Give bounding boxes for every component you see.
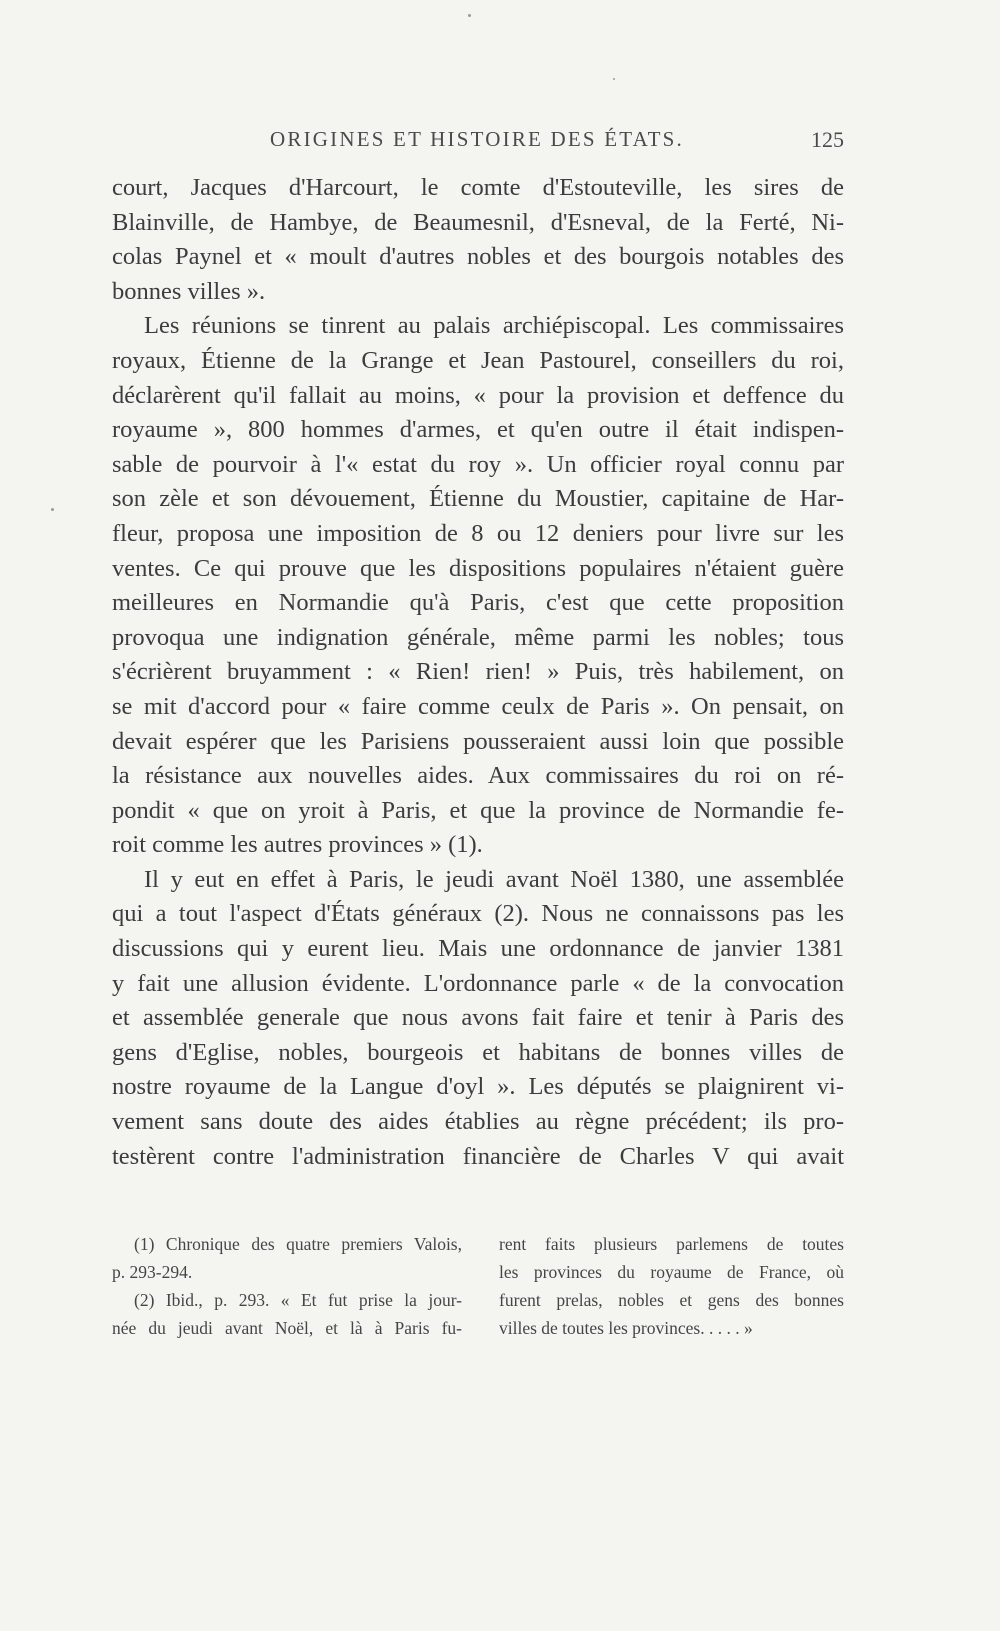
- text-line: royaux, Étienne de la Grange et Jean Pastourel, conseillers du roi,: [112, 346, 844, 374]
- text-line: Les réunions se tinrent au palais archiépiscopal. Les commissaires: [144, 312, 844, 340]
- text-line: devait espérer que les Parisiens pousseraient aussi loin que possible: [112, 727, 844, 755]
- footnote-line: les provinces du royaume de France, où: [499, 1262, 844, 1282]
- paper-speck: [468, 14, 471, 17]
- text-line: discussions qui y eurent lieu. Mais une ordonnance de janvier 1381: [112, 935, 844, 963]
- text-line: Blainville, de Hambye, de Beaumesnil, d'Esneval, de la Ferté, Ni-: [112, 208, 844, 236]
- text-line: vement sans doute des aides établies au règne précédent; ils pro-: [112, 1108, 844, 1136]
- footnote-line: villes de toutes les provinces. . . . . »: [499, 1318, 753, 1338]
- text-line: s'écrièrent bruyamment : « Rien! rien! » Puis, très habilement, on: [112, 658, 844, 686]
- text-line: sable de pourvoir à l'« estat du roy ». Un officier royal connu par: [112, 450, 844, 478]
- text-line: son zèle et son dévouement, Étienne du Moustier, capitaine de Har-: [112, 485, 844, 513]
- text-line: provoqua une indignation générale, même parmi les nobles; tous: [112, 623, 844, 651]
- footnotes-right-column: [499, 1230, 844, 1342]
- footnote-line: née du jeudi avant Noël, et là à Paris fu-: [112, 1318, 462, 1338]
- text-line: gens d'Eglise, nobles, bourgeois et habitans de bonnes villes de: [112, 1038, 844, 1066]
- text-line: se mit d'accord pour « faire comme ceulx de Paris ». On pensait, on: [112, 692, 844, 720]
- text-line: roit comme les autres provinces » (1).: [112, 831, 483, 859]
- text-line: royaume », 800 hommes d'armes, et qu'en outre il était indispen-: [112, 416, 844, 444]
- footnote-line: p. 293-294.: [112, 1262, 193, 1282]
- footnote-line: (1) Chronique des quatre premiers Valois,: [134, 1234, 462, 1254]
- text-line: y fait une allusion évidente. L'ordonnance parle « de la convocation: [112, 969, 844, 997]
- running-title: ORIGINES ET HISTOIRE DES ÉTATS.: [270, 127, 684, 151]
- text-line: pondit « que on yroit à Paris, et que la province de Normandie fe-: [112, 796, 844, 824]
- text-line: qui a tout l'aspect d'États généraux (2). Nous ne connaissons pas les: [112, 900, 844, 928]
- footnote-line: (2) Ibid., p. 293. « Et fut prise la jour-: [134, 1290, 462, 1310]
- text-line: fleur, proposa une imposition de 8 ou 12 deniers pour livre sur les: [112, 519, 844, 547]
- paper-speck: [51, 508, 54, 511]
- paper-speck: [613, 78, 615, 80]
- page-number: 125: [811, 127, 844, 152]
- text-line: la résistance aux nouvelles aides. Aux commissaires du roi on ré-: [112, 762, 844, 790]
- text-line: déclarèrent qu'il fallait au moins, « pour la provision et deffence du: [112, 381, 844, 409]
- text-line: et assemblée generale que nous avons fait faire et tenir à Paris des: [112, 1004, 844, 1032]
- text-line: Il y eut en effet à Paris, le jeudi avant Noël 1380, une assemblée: [144, 865, 844, 893]
- page-header: [112, 127, 844, 161]
- text-line: ventes. Ce qui prouve que les dispositions populaires n'étaient guère: [112, 554, 844, 582]
- text-line: meilleures en Normandie qu'à Paris, c'est que cette proposition: [112, 589, 844, 617]
- footnotes-left-column: [112, 1230, 462, 1342]
- text-line: court, Jacques d'Harcourt, le comte d'Estouteville, les sires de: [112, 174, 844, 201]
- body-text: [112, 171, 844, 1174]
- text-line: colas Paynel et « moult d'autres nobles et des bourgois notables des: [112, 243, 844, 271]
- text-line: bonnes villes ».: [112, 277, 266, 305]
- footnote-line: furent prelas, nobles et gens des bonnes: [499, 1290, 844, 1310]
- text-line: testèrent contre l'administration financière de Charles V qui avait: [112, 1142, 844, 1170]
- text-line: nostre royaume de la Langue d'oyl ». Les députés se plaignirent vi-: [112, 1073, 844, 1101]
- footnote-line: rent faits plusieurs parlemens de toutes: [499, 1234, 844, 1254]
